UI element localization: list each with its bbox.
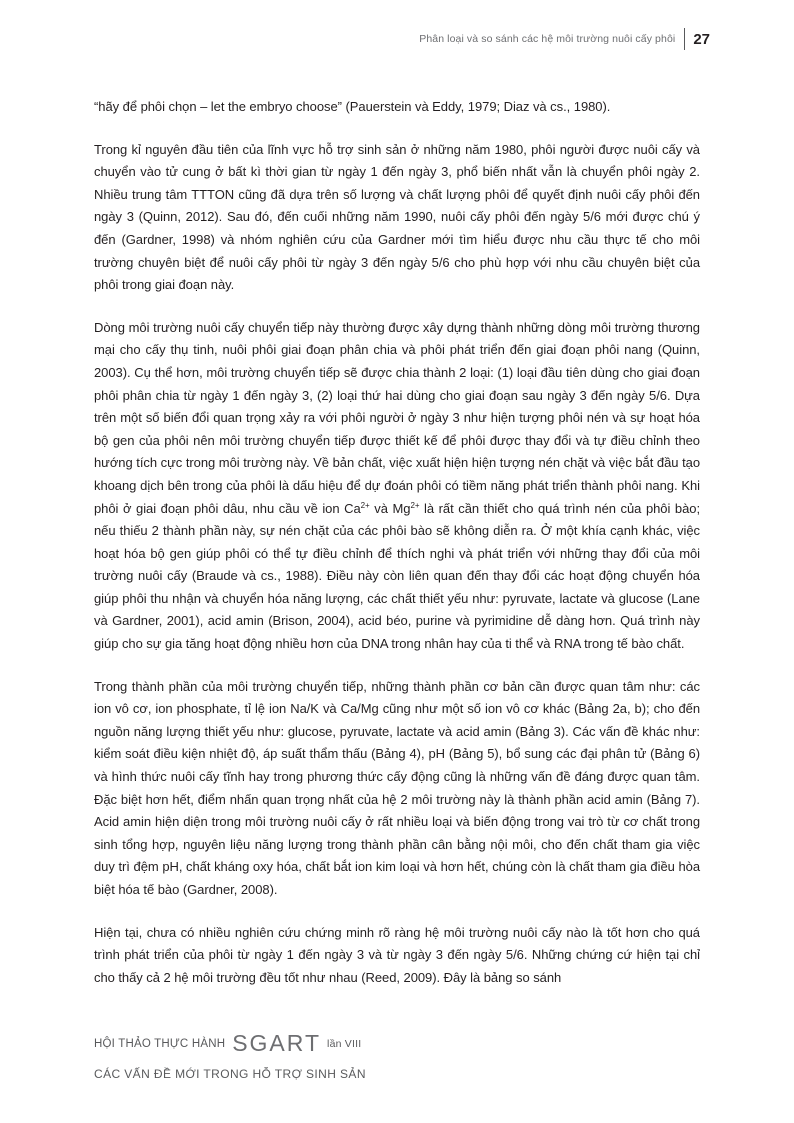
running-title: Phân loại và so sánh các hệ môi trường nuôi cấy phôi (419, 33, 676, 45)
footer-subtitle: CÁC VẤN ĐỀ MỚI TRONG HỖ TRỢ SINH SẢN (94, 1067, 366, 1081)
sgart-logo: SGART (232, 1030, 322, 1056)
paragraph-3-part-3: là rất cần thiết cho quá trình nén của phôi bào; nếu thiếu 2 thành phần này, sự nén chặt của các phôi bào sẽ không diễn ra. Ở một khía cạnh khác, việc hoạt hóa bộ gen giúp phôi có thể tự điều chỉnh để thích nghi và phát triển với những thay đổi của môi trường nuôi cấy (Braude và cs., 1988). Điều này còn liên quan đến thay đổi các hoạt động chuyển hóa giúp phôi thu nhận và chuyển hóa năng lượng, các chất thiết yếu như: pyruvate, lactate và glucose (Lane và Gardner, 2001), acid amin (Brison, 2004), acid béo, purine và pyrimidine dễ dàng hơn. Quá trình này giúp cho sự gia tăng hoạt động nhiều hơn của DNA trong nhân hay của ti thể và RNA trong tế bào chất. (94, 500, 701, 652)
header-divider (684, 28, 685, 50)
paragraph-3-part-1: Dòng môi trường nuôi cấy chuyển tiếp này thường được xây dựng thành những dòng môi trường thương mại cho cấy thụ tinh, nuôi phôi giai đoạn phân chia và phôi phát triển đến giai đoạn phôi nang (Quinn, 2003). Cụ thể hơn, môi trường chuyển tiếp sẽ được chia thành 2 loại: (1) loại đầu tiên dùng cho giai đoạn phôi phân chia từ ngày 1 đến ngày 3, (2) loại thứ hai dùng cho giai đoạn sau ngày 3 đến ngày 5/6. Dựa trên một số biến đổi quan trọng xảy ra với phôi người ở ngày 3 như hiện tượng phôi nén và sự hoạt hóa bộ gen của phôi nên môi trường chuyển tiếp được thiết kế để phôi được thay đổi và tự điều chỉnh theo hướng tích cực trong môi trường này. Về bản chất, việc xuất hiện hiện tượng nén chặt và việc bắt đầu tạo khoang dịch bên trong của phôi là dấu hiệu để dự đoán phôi có tiềm năng phát triển thành phôi nang. Khi phôi ở giai đoạn phôi dâu, nhu cầu về ion Ca (94, 319, 700, 516)
body-text (94, 96, 700, 1009)
footer-event-line (94, 1030, 434, 1057)
paragraph-5: Hiện tại, chưa có nhiều nghiên cứu chứng minh rõ ràng hệ môi trường nuôi cấy nào là tốt hơn cho quá trình phát triển của phôi từ ngày 1 đến ngày 3 và từ ngày 3 đến ngày 5/6. Những chứng cứ hiện tại chỉ cho thấy cả 2 hệ môi trường đều tốt như nhau (Reed, 2009). Đây là bảng so sánh (94, 924, 700, 985)
footer-edition: lần VIII (327, 1037, 362, 1050)
page-header (419, 28, 710, 50)
magnesium-charge: 2+ (410, 500, 420, 510)
paragraph-4: Trong thành phần của môi trường chuyển tiếp, những thành phần cơ bản cần được quan tâm như: các ion vô cơ, ion phosphate, tỉ lệ ion Na/K và Ca/Mg cũng như một số ion vô cơ khác (Bảng 2a, b); cho đến nguồn năng lượng thiết yếu như: glucose, pyruvate, lactate và acid amin (Bảng 3). Các vấn đề khác như: kiểm soát điều kiện nhiệt độ, áp suất thẩm thấu (Bảng 4), pH (Bảng 5), bổ sung các đại phân tử (Bảng 6) và hình thức nuôi cấy tĩnh hay trong phương thức cấy động cũng là những vấn đề đáng được quan tâm. Đặc biệt hơn hết, điểm nhấn quan trọng nhất của hệ 2 môi trường này là thành phần acid amin (Bảng 7). Acid amin hiện diện trong môi trường nuôi cấy ở rất nhiều loại và biến động trong vai trò từ cơ chất trong sinh tổng hợp, nguyên liệu năng lượng trong thành phần cân bằng nội môi, cho đến chất tham gia việc duy trì đệm pH, chất kháng oxy hóa, chất bắt ion kim loại và hơn hết, chúng còn là chất tham gia điều hòa biệt hóa tế bào (Gardner, 2008). (94, 678, 700, 897)
page-number: 27 (693, 30, 710, 48)
page-footer (94, 1030, 434, 1081)
paragraph-3-part-2: và Mg (369, 500, 411, 516)
paragraph-3 (94, 317, 700, 656)
calcium-charge: 2+ (360, 500, 370, 510)
footer-event-name: HỘI THẢO THỰC HÀNH (94, 1037, 226, 1050)
paragraph-1: “hãy để phôi chọn – let the embryo choose” (Pauerstein và Eddy, 1979; Diaz và cs., 1980). (94, 99, 611, 114)
paragraph-2: Trong kỉ nguyên đầu tiên của lĩnh vực hỗ trợ sinh sản ở những năm 1980, phôi người được nuôi cấy và chuyển vào tử cung ở bất kì thời gian từ ngày 1 đến ngày 3, phổ biến nhất vẫn là chuyển phôi ngày 2. Nhiều trung tâm TTTON cũng đã dựa trên số lượng và chất lượng phôi để quyết định nuôi cấy phôi đến ngày 3 (Quinn, 2012). Sau đó, đến cuối những năm 1990, nuôi cấy phôi đến ngày 5/6 mới được chú ý đến (Gardner, 1998) và nhóm nghiên cứu của Gardner mới tìm hiểu được nhu cầu thực tế cho môi trường chuyên biệt để nuôi cấy phôi từ ngày 3 đến ngày 5/6 cho phù hợp với nhu cầu chuyên biệt của phôi trong giai đoạn này. (94, 141, 700, 293)
